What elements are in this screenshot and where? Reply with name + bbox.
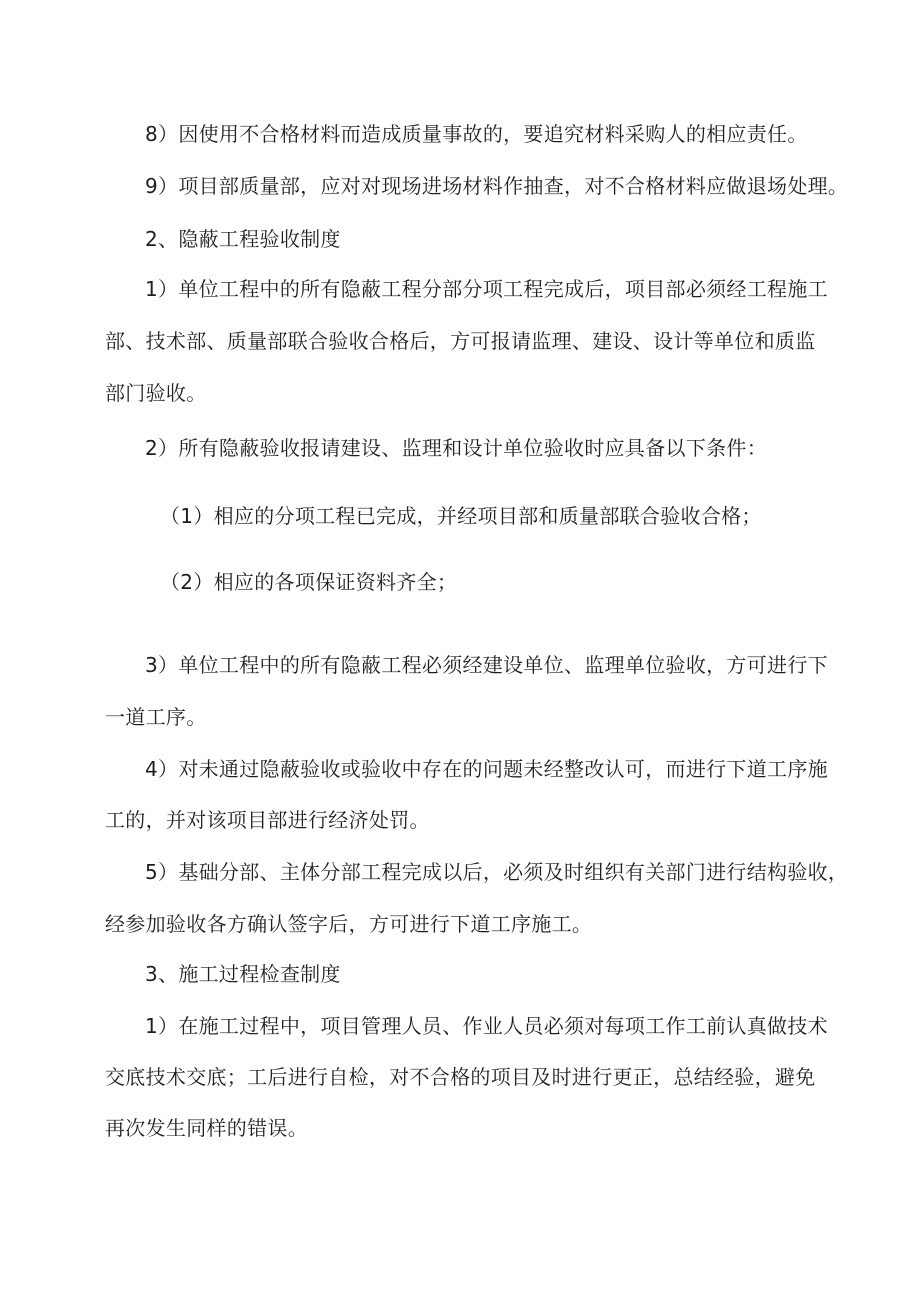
paragraph-line: 4）对未通过隐蔽验收或验收中存在的问题未经整改认可，而进行下道工序施 bbox=[145, 757, 828, 781]
sub-item-line: （1）相应的分项工程已完成，并经项目部和质量部联合验收合格； bbox=[160, 504, 762, 528]
sub-item-line: （2）相应的各项保证资料齐全； bbox=[160, 570, 458, 594]
section-heading: 3、施工过程检查制度 bbox=[145, 962, 341, 986]
paragraph-line: 交底技术交底；工后进行自检，对不合格的项目及时进行更正，总结经验，避免 bbox=[105, 1065, 816, 1089]
paragraph-line: 3）单位工程中的所有隐蔽工程必须经建设单位、监理单位验收，方可进行下 bbox=[145, 653, 828, 677]
paragraph-line: 5）基础分部、主体分部工程完成以后，必须及时组织有关部门进行结构验收， bbox=[145, 860, 849, 884]
paragraph-line: 一道工序。 bbox=[105, 705, 207, 729]
paragraph-line: 1）在施工过程中，项目管理人员、作业人员必须对每项工作工前认真做技术 bbox=[145, 1014, 828, 1038]
paragraph-line: 经参加验收各方确认签字后，方可进行下道工序施工。 bbox=[105, 912, 593, 936]
paragraph-line: 1）单位工程中的所有隐蔽工程分部分项工程完成后，项目部必须经工程施工 bbox=[145, 277, 828, 301]
paragraph-line: 再次发生同样的错误。 bbox=[105, 1116, 308, 1140]
paragraph-line: 工的，并对该项目部进行经济处罚。 bbox=[105, 808, 430, 832]
paragraph-line: 部、技术部、质量部联合验收合格后，方可报请监理、建设、设计等单位和质监 bbox=[105, 329, 816, 353]
paragraph-line: 2）所有隐蔽验收报请建设、监理和设计单位验收时应具备以下条件： bbox=[145, 436, 768, 460]
paragraph-line: 部门验收。 bbox=[105, 381, 207, 405]
paragraph-line: 8）因使用不合格材料而造成质量事故的，要追究材料采购人的相应责任。 bbox=[145, 122, 808, 146]
section-heading: 2、隐蔽工程验收制度 bbox=[145, 227, 341, 251]
paragraph-line: 9）项目部质量部，应对对现场进场材料作抽查，对不合格材料应做退场处理。 bbox=[145, 174, 849, 198]
